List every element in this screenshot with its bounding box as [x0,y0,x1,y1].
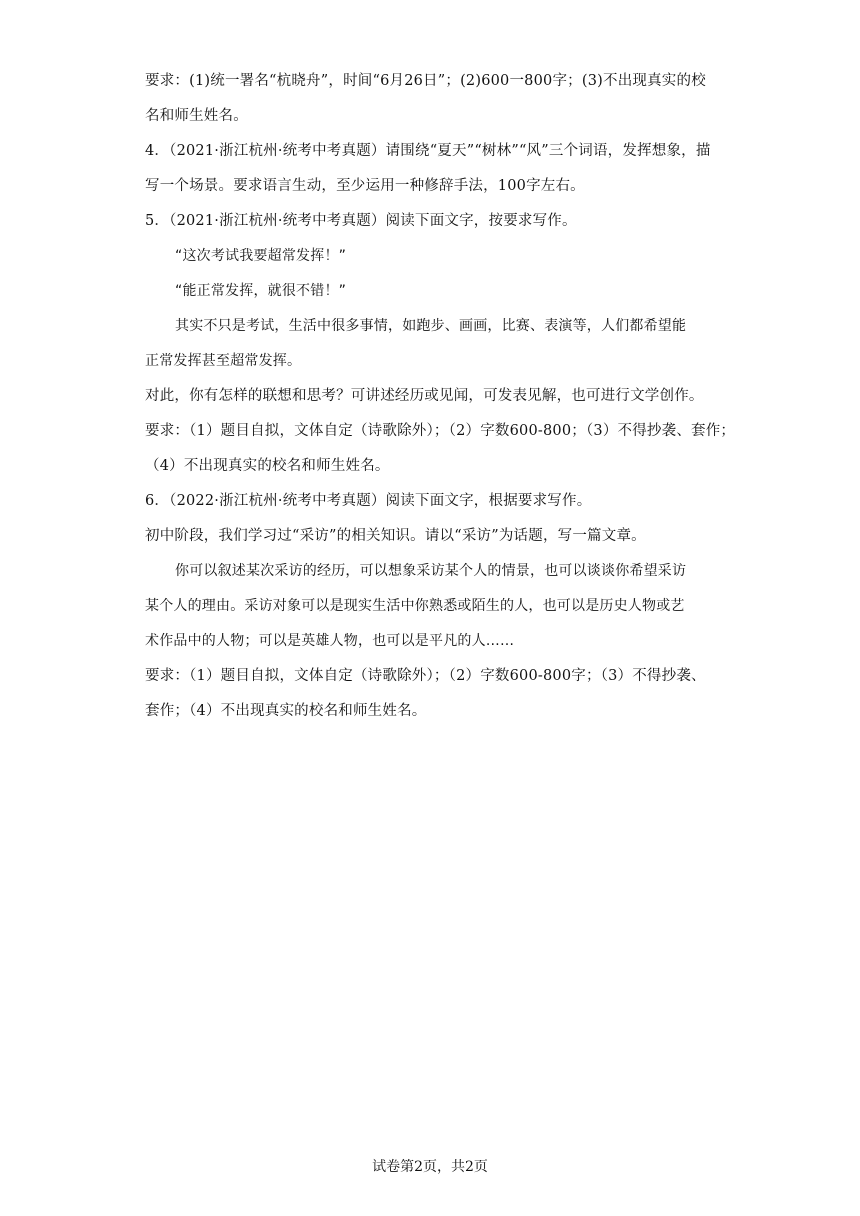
question-6-heading: 6．（2022·浙江杭州·统考中考真题）阅读下面文字，根据要求写作。 [145,493,592,509]
material-line: 术作品中的人物；可以是英雄人物，也可以是平凡的人…… [145,633,515,649]
quote-line: “能正常发挥，就很不错！” [175,283,347,299]
requirements-line: 套作；（4）不出现真实的校名和师生姓名。 [145,703,427,719]
requirements-line: 要求：（1）题目自拟，文体自定（诗歌除外）；（2）字数600-800；（3）不得抄袭、套作； [145,423,736,439]
material-line: 其实不只是考试，生活中很多事情，如跑步、画画，比赛、表演等，人们都希望能 [175,318,687,334]
material-line: 某个人的理由。采访对象可以是现实生活中你熟悉或陌生的人，也可以是历史人物或艺 [145,598,685,614]
material-line: 正常发挥甚至超常发挥。 [145,353,302,369]
question-4-heading: 4．（2021·浙江杭州·统考中考真题）请围绕“夏天”“树林”“风”三个词语，发挥想象，描 [145,143,711,159]
text-line: 对此，你有怎样的联想和思考？可讲述经历或见闻，可发表见解，也可进行文学创作。 [145,388,704,404]
text-line: 写一个场景。要求语言生动，至少运用一种修辞手法，100字左右。 [145,178,585,194]
requirements-line: 要求：（1）题目自拟，文体自定（诗歌除外）；（2）字数600-800字；（3）不得抄袭、 [145,668,706,684]
text-line: 名和师生姓名。 [145,108,248,124]
quote-line: “这次考试我要超常发挥！” [175,248,347,264]
question-5-heading: 5．（2021·浙江杭州·统考中考真题）阅读下面文字，按要求写作。 [145,213,577,229]
page-content [145,64,736,729]
page-footer: 试卷第2页，共2页 [372,1159,488,1175]
text-line: 初中阶段，我们学习过“采访”的相关知识。请以“采访”为话题，写一篇文章。 [145,528,646,544]
text-line: 要求：(1)统一署名“杭晓舟”，时间“6月26日”；(2)600一800字；(3)不出现真实的校 [145,73,706,89]
requirements-line: （4）不出现真实的校名和师生姓名。 [145,458,390,474]
material-line: 你可以叙述某次采访的经历，可以想象采访某个人的情景，也可以谈谈你希望采访 [175,563,687,579]
